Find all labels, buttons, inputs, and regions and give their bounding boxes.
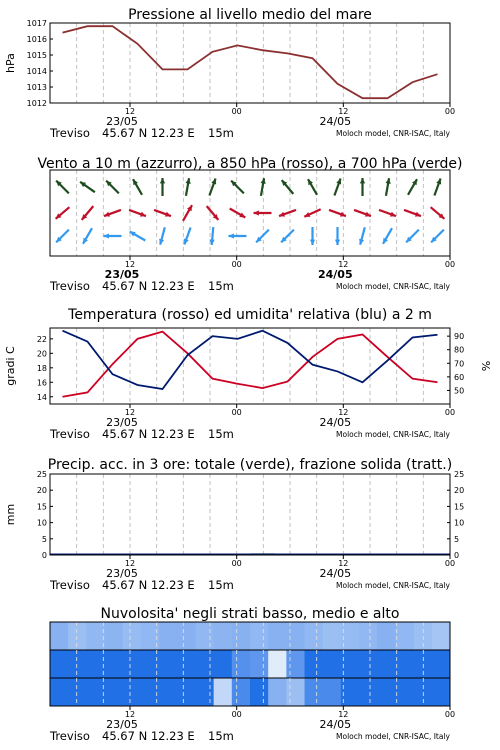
x-tick-label: 12 [338,408,349,417]
y-tick-label: 5 [41,534,47,544]
y-tick-label: 20 [454,486,465,496]
wind-arrow-10m [83,228,92,244]
series-line [63,331,438,389]
x-tick-label: 12 [124,559,136,568]
wind-arrow-10m [104,233,122,238]
chart-title: Nuvolosita' negli strati basso, medio e alto [100,606,400,622]
date-label: 24/05 [319,416,352,429]
cloud-cell [159,650,178,678]
wind-arrow-850hpa [304,209,320,217]
location-elevation: 15m [208,729,234,743]
date-label: 24/05 [317,268,353,281]
cloud-cell [432,622,451,650]
cloud-cell [214,678,233,706]
wind-arrow-10m [229,233,247,238]
wind-arrow-700hpa [56,181,69,194]
arrow-head [415,212,421,217]
x-tick-label: 12 [124,260,136,269]
cloud-cell [268,678,287,706]
x-tick-label: 12 [124,710,136,719]
wind-arrow-850hpa [254,210,272,215]
arrow-head [336,179,341,185]
location-elevation: 15m [208,126,234,140]
x-tick-label: 12 [338,107,349,116]
location-coords: 45.67 N 12.23 E [102,126,195,140]
y-tick-label: 1015 [26,51,47,60]
cloud-cell [159,622,178,650]
wind-arrow-850hpa [279,210,296,217]
cloud-cell [177,650,196,678]
cloud-cell [232,650,251,678]
date-label: 24/05 [319,115,352,128]
arrow-head [140,212,146,217]
wind-arrow-10m [335,227,340,245]
y-tick-label: 1012 [26,99,47,108]
cloud-cell [286,622,305,650]
cloud-cell [305,622,324,650]
location-name: Treviso [50,578,90,592]
date-label: 23/05 [104,268,140,281]
x-tick-label: 00 [231,559,242,568]
wind-arrow-700hpa [360,178,365,196]
location-coords: 45.67 N 12.23 E [102,578,195,592]
wind-arrow-10m [310,227,315,245]
y-tick-label: 90 [454,332,465,342]
location-name: Treviso [50,126,90,140]
wind-arrow-700hpa [308,179,317,195]
arrow-head [390,212,396,217]
cloud-cell [232,678,251,706]
wind-arrow-700hpa [408,179,417,195]
cloud-cell [105,678,124,706]
cloud-cell [123,622,142,650]
cloud-cell [214,622,233,650]
wind-arrow-10m [56,230,69,243]
wind-arrow-850hpa [56,207,70,219]
arrow-head [211,179,216,185]
location-coords: 45.67 N 12.23 E [102,427,195,441]
cloud-cell [123,650,142,678]
y-axis-label: mm [4,503,17,526]
wind-arrow-850hpa [354,210,371,217]
x-tick-label: 12 [338,559,349,568]
x-tick-label: 00 [444,107,456,116]
wind-arrow-10m [184,228,191,245]
wind-arrow-850hpa [431,207,445,219]
arrow-head [335,240,340,245]
arrow-head [165,212,171,217]
wind-arrow-850hpa [207,206,219,220]
wind-arrow-10m [431,230,444,243]
y-tick-label: 0 [41,551,47,560]
location-name: Treviso [50,729,90,743]
chart-title: Temperatura (rosso) ed umidita' relativa (blu) a 2 m [68,307,432,323]
wind-arrow-850hpa [379,210,396,217]
cloud-cell [105,650,124,678]
y-tick-label: 15 [454,502,465,512]
wind-arrow-700hpa [282,180,294,194]
x-tick-label: 00 [444,408,456,417]
model-credit: Moloch model, CNR-ISAC, Italy [336,581,450,590]
x-tick-label: 00 [444,559,456,568]
cloud-cell [359,650,378,678]
cloud-cell [250,650,269,678]
wind-arrow-10m [383,228,392,244]
series-line [63,26,438,98]
y-tick-label: 80 [454,345,465,355]
cloud-cell [86,622,105,650]
arrow-head [184,238,189,244]
arrow-head [104,233,109,238]
cloud-cell [377,650,396,678]
y-tick-label: 20 [36,349,47,359]
model-credit: Moloch model, CNR-ISAC, Italy [336,282,450,291]
plot-frame [50,23,450,103]
chart-title: Precip. acc. in 3 ore: totale (verde), frazione solida (tratt.) [47,457,453,473]
model-credit: Moloch model, CNR-ISAC, Italy [336,430,450,439]
wind-arrow-700hpa [231,181,244,194]
location-elevation: 15m [208,279,234,293]
cloud-cell [195,622,214,650]
cloud-cell [305,678,324,706]
wind-arrow-700hpa [334,179,341,196]
arrow-head [279,212,285,217]
x-tick-label: 00 [231,260,242,269]
y-tick-label: 25 [454,470,465,479]
y-tick-label: 10 [36,518,47,528]
x-tick-label: 12 [124,107,136,116]
y-tick-label: 50 [454,386,465,396]
cloud-cell [195,650,214,678]
wind-arrow-700hpa [80,182,95,192]
y-tick-label: 16 [36,378,47,388]
wind-arrow-10m [281,230,294,243]
cloud-cell [159,678,178,706]
model-credit: Moloch model, CNR-ISAC, Italy [336,129,450,138]
cloud-cell [123,678,142,706]
cloud-cell [268,622,287,650]
cloud-cell [286,650,305,678]
arrow-head [310,240,315,245]
location-name: Treviso [50,427,90,441]
cloud-cell [50,650,69,678]
x-tick-label: 12 [338,260,349,269]
cloud-cell [50,622,69,650]
x-tick-label: 00 [231,408,242,417]
arrow-head [254,210,259,215]
cloud-cell [323,622,342,650]
cloud-cell [86,678,105,706]
chart-title: Pressione al livello medio del mare [128,7,372,23]
wind-arrow-850hpa [104,210,121,217]
cloud-cell [395,650,414,678]
wind-arrow-10m [256,230,269,243]
wind-arrow-700hpa [133,179,142,195]
chart-title: Vento a 10 m (azzurro), a 850 hPa (rosso), a 700 hPa (verde) [37,156,463,172]
cloud-cell [105,622,124,650]
wind-arrow-700hpa [434,179,441,196]
wind-arrow-10m [359,227,365,244]
x-tick-label: 00 [444,260,456,269]
wind-arrow-10m [159,227,165,244]
cloud-cell [395,678,414,706]
y-tick-label: 20 [36,486,47,496]
y-tick-label: 1017 [26,19,47,28]
y-tick-label: 1013 [26,83,47,92]
date-label: 23/05 [106,416,138,429]
y-tick-label: 5 [454,534,460,544]
y-tick-label: 22 [36,334,47,344]
location-elevation: 15m [208,427,234,441]
cloud-cell [68,678,87,706]
y-tick-label: 60 [454,372,465,382]
location-name: Treviso [50,279,90,293]
y-tick-label: 1014 [26,67,47,76]
y-axis-label: hPa [4,53,17,73]
cloud-cell [68,622,87,650]
y-tick-label: 25 [36,470,47,479]
cloud-cell [359,678,378,706]
cloud-cell [323,650,342,678]
date-label: 23/05 [106,567,138,580]
y-tick-label: 15 [36,502,47,512]
y-tick-label: 0 [454,551,460,560]
y-tick-label: 70 [454,359,465,369]
cloud-cell [250,622,269,650]
location-elevation: 15m [208,578,234,592]
wind-arrow-850hpa [230,209,246,218]
arrow-head [104,212,110,217]
cloud-cell [395,622,414,650]
cloud-cell [250,678,269,706]
plot-frame [50,474,450,555]
wind-arrow-850hpa [404,210,421,217]
wind-arrow-850hpa [82,206,94,220]
date-label: 24/05 [319,567,352,580]
x-tick-label: 12 [124,408,136,417]
cloud-cell [177,622,196,650]
x-tick-label: 00 [444,710,456,719]
y-tick-label: 1016 [26,35,47,44]
cloud-cell [177,678,196,706]
cloud-cell [359,622,378,650]
cloud-cell [268,650,287,678]
arrow-head [160,178,165,183]
wind-arrow-700hpa [106,181,119,194]
date-label: 23/05 [106,115,138,128]
wind-arrow-850hpa [129,210,146,217]
cloud-cell [286,678,305,706]
model-credit: Moloch model, CNR-ISAC, Italy [336,732,450,741]
wind-arrow-10m [406,230,419,243]
cloud-cell [232,622,251,650]
cloud-cell [323,678,342,706]
location-coords: 45.67 N 12.23 E [102,279,195,293]
cloud-cell [195,678,214,706]
wind-arrow-700hpa [386,178,391,196]
y-tick-label: 18 [36,363,47,373]
cloud-cell [377,678,396,706]
x-tick-label: 12 [338,710,349,719]
cloud-cell [377,622,396,650]
cloud-cell [50,678,69,706]
cloud-cell [432,678,451,706]
wind-arrow-850hpa [183,205,192,221]
cloud-cell [68,650,87,678]
y-tick-label: 10 [454,518,465,528]
date-label: 24/05 [319,718,352,731]
x-tick-label: 00 [231,107,242,116]
date-label: 23/05 [106,718,138,731]
cloud-cell [432,650,451,678]
wind-arrow-700hpa [186,178,191,196]
cloud-cell [214,650,233,678]
cloud-cell [305,650,324,678]
arrow-head [436,179,441,185]
wind-arrow-700hpa [160,178,165,196]
location-coords: 45.67 N 12.23 E [102,729,195,743]
y-axis-label: % [480,360,493,372]
x-tick-label: 00 [231,710,242,719]
y-tick-label: 14 [36,392,47,402]
y-axis-label: gradi C [4,346,17,386]
arrow-head [360,178,365,183]
series-line [63,332,438,397]
cloud-cell [86,650,105,678]
wind-arrow-10m [130,232,146,241]
arrow-head [229,233,234,238]
